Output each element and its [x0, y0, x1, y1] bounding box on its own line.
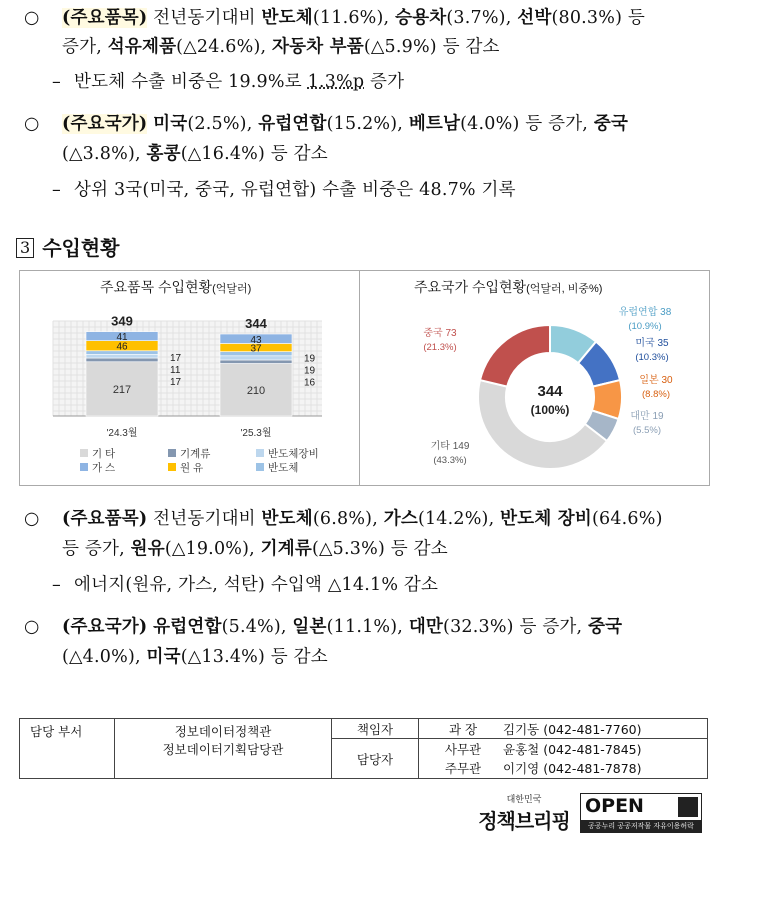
bar-data-label: 43	[250, 334, 262, 346]
donut-slice	[480, 325, 550, 387]
bar-chart	[20, 271, 359, 485]
bar-data-label: 17	[170, 352, 182, 364]
bar-data-label: 19	[304, 353, 316, 365]
slice-pct-label: (10.9%)	[628, 321, 662, 332]
x-tick-label: '24.3월	[106, 428, 138, 439]
slice-pct-label: (43.3%)	[433, 455, 467, 466]
legend-swatch	[256, 449, 264, 457]
bar-chart-title: 주요품목 수입현황(억달러)	[100, 279, 252, 295]
donut-center-pct: (100%)	[530, 403, 570, 417]
slice-label: 유럽연합 38	[618, 307, 672, 318]
import-charts-panel	[19, 270, 710, 486]
export-countries-line1: ○ (주요국가) 미국(2.5%), 유럽연합(15.2%), 베트남(4.0%) 등 증가, 중국	[24, 114, 629, 134]
slice-pct-label: (8.8%)	[642, 389, 670, 400]
bar-segment	[86, 355, 158, 359]
bar-data-label: 16	[304, 377, 316, 389]
legend-swatch	[80, 463, 88, 471]
bar-data-label: 37	[250, 343, 262, 355]
type-badge-icon	[678, 797, 698, 817]
legend-label: 반도체	[268, 462, 299, 474]
import-items-line1: ○ (주요품목) 전년동기대비 반도체(6.8%), 가스(14.2%), 반도체 장비(64.6%)	[24, 509, 663, 529]
x-tick-label: '25.3월	[240, 428, 272, 439]
bar-data-label: 41	[116, 332, 128, 344]
legend-swatch	[80, 449, 88, 457]
bar-data-label: 19	[304, 365, 316, 377]
bar-data-label: 46	[116, 341, 128, 353]
export-items-line2: 증가, 석유제품(△24.6%), 자동차 부품(△5.9%) 등 감소	[62, 37, 500, 57]
bar-segment	[220, 360, 292, 364]
section-number: 3	[16, 238, 34, 258]
legend-label: 가 스	[92, 462, 116, 474]
slice-label: 중국 73	[423, 328, 457, 339]
legend-label: 기 타	[92, 448, 116, 460]
export-countries-sub: – 상위 3국(미국, 중국, 유럽연합) 수출 비중은 48.7% 기록	[52, 180, 516, 200]
slice-label: 미국 35	[635, 338, 669, 349]
donut-center-value: 344	[537, 383, 563, 400]
slice-pct-label: (5.5%)	[633, 425, 661, 436]
dept-names: 정보데이터정책관 정보데이터기획담당관	[115, 719, 332, 779]
legend-label: 원 유	[180, 462, 204, 474]
export-items-line1: ○ (주요품목) 전년동기대비 반도체(11.6%), 승용차(3.7%), 선박(80.3%) 등	[24, 8, 645, 28]
donut-chart	[360, 271, 709, 485]
slice-pct-label: (10.3%)	[635, 352, 669, 363]
kogl-open-logo: OPEN 공공누리 공공저작물 자유이용허락	[580, 793, 702, 833]
staff-label: 담당자	[332, 739, 419, 779]
legend-swatch	[168, 449, 176, 457]
legend-label: 반도체장비	[268, 448, 319, 460]
import-countries-line2: (△4.0%), 미국(△13.4%) 등 감소	[62, 647, 328, 667]
legend-swatch	[256, 463, 264, 471]
bar-data-label: 11	[170, 364, 181, 376]
bar-segment	[220, 356, 292, 360]
contact-person-3: 주무관 이기영 (042-481-7878)	[419, 759, 708, 779]
responsible-label: 책임자	[332, 719, 419, 739]
slice-label: 대만 19	[630, 411, 664, 422]
legend-swatch	[168, 463, 176, 471]
slice-pct-label: (21.3%)	[423, 342, 457, 353]
bar-data-label: 217	[112, 383, 132, 396]
import-countries-line1: ○ (주요국가) 유럽연합(5.4%), 일본(11.1%), 대만(32.3%) 등 증가, 중국	[24, 617, 623, 637]
export-items-sub: – 반도체 수출 비중은 19.9%로 1.3%p 증가	[52, 72, 405, 92]
slice-label: 일본 30	[639, 375, 673, 386]
slice-label: 기타 149	[430, 441, 470, 452]
policy-briefing-logo: 대한민국 정책브리핑	[478, 795, 570, 833]
bar-segment	[86, 358, 158, 362]
bar-data-label: 210	[246, 384, 266, 397]
export-countries-line2: (△3.8%), 홍콩(△16.4%) 등 감소	[62, 144, 328, 164]
import-items-line2: 등 증가, 원유(△19.0%), 기계류(△5.3%) 등 감소	[62, 539, 448, 559]
bar-total-label: 349	[111, 313, 133, 329]
import-items-sub: – 에너지(원유, 가스, 석탄) 수입액 △14.1% 감소	[52, 575, 439, 595]
contact-person-1: 과 장 김기동 (042-481-7760)	[419, 719, 708, 739]
bar-total-label: 344	[245, 316, 267, 332]
contact-table	[19, 718, 708, 779]
dept-label: 담당 부서	[20, 719, 115, 779]
legend-label: 기계류	[180, 448, 211, 460]
donut-chart-title: 주요국가 수입현황(억달러, 비중%)	[414, 279, 603, 295]
import-section-title: 3 수입현황	[16, 232, 119, 261]
bar-data-label: 17	[170, 376, 182, 388]
contact-person-2: 사무관 윤홍철 (042-481-7845)	[419, 739, 708, 759]
